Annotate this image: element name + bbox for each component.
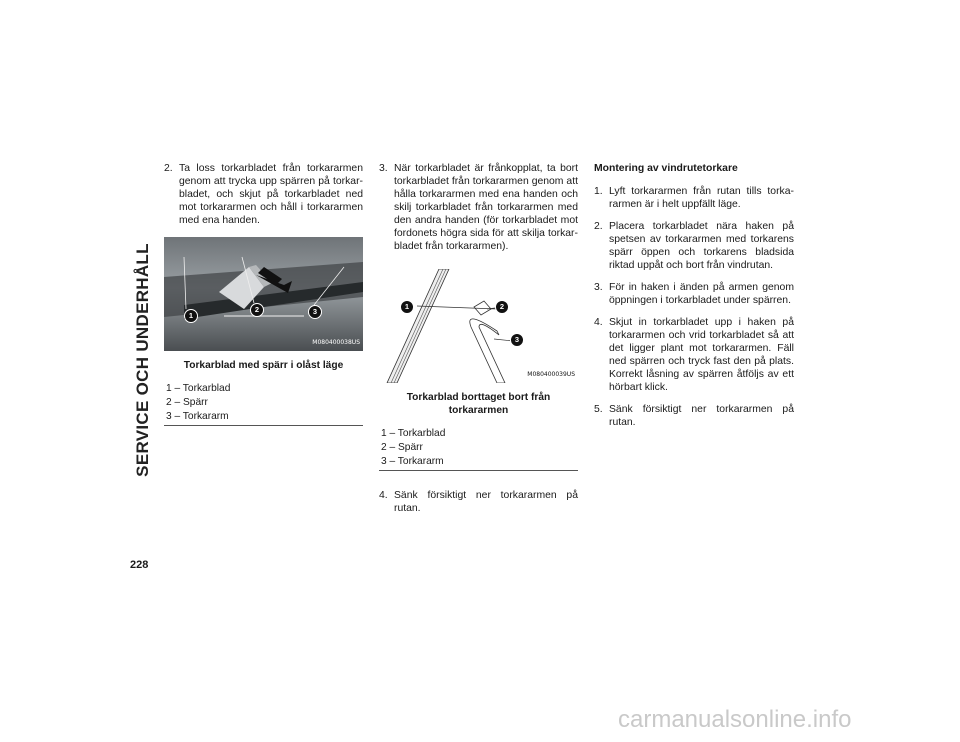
figure-wiper-removed — [379, 269, 578, 383]
step-text: Ta loss torkarbladet från torkararmen genom att trycka upp spärren på torkarbladet, och skjut på torkarbladet ned mot torkararmen och håll i torkararmen med ena handen. — [179, 163, 363, 226]
section-heading: Montering av vindrutetorkare — [594, 163, 738, 174]
step-text: Skjut in torkarbladet upp i haken på torkararmen och vrid torkarbladet så att det ligger plant mot torkararmen. Fäll ned spärren och tryck fast den på plats. Korrekt låsning av spärren åtföljs av ett hörbart klick. — [609, 317, 794, 393]
column-2 — [379, 162, 578, 524]
legend-item: 3 – Torkararm — [379, 455, 578, 471]
figure-caption: Torkarblad med spärr i olåst läge — [183, 360, 344, 371]
legend-item: 1 – Torkarblad — [381, 428, 446, 439]
step-number: 1. — [594, 186, 603, 197]
figure-caption: Torkarblad borttaget bort från torkararmen — [406, 392, 551, 416]
install-step-3 — [594, 281, 794, 307]
callout-2: 2 — [495, 300, 509, 314]
step-number: 3. — [379, 163, 388, 174]
callout-3: 3 — [510, 333, 524, 347]
step-number: 3. — [594, 282, 603, 293]
wiper-removed-illustration — [379, 269, 578, 383]
install-step-5 — [594, 403, 794, 429]
step-text: När torkarbladet är frånkopplat, ta bort torkarbladet från torkararmen genom att hålla torkararmen med ena handen och skilj torkarbladet från torkararmen med den andra handen (för torkarbladet mot fordonets högra sida för att skilja torkarbladet från torkararmen). — [394, 163, 578, 252]
legend-item: 1 – Torkarblad — [166, 383, 231, 394]
step-number: 2. — [164, 163, 173, 174]
step-number: 2. — [594, 221, 603, 232]
step-number: 4. — [594, 317, 603, 328]
section-side-tab — [130, 160, 156, 560]
column-3 — [594, 162, 794, 438]
install-step-2 — [594, 220, 794, 272]
figure-code: M080400038US — [312, 339, 360, 346]
callout-2: 2 — [250, 303, 264, 317]
column-1 — [164, 162, 363, 426]
callout-1: 1 — [400, 300, 414, 314]
watermark: carmanualsonline.info — [618, 706, 852, 733]
figure-wiper-latch-unlocked — [164, 237, 363, 351]
wiper-latch-photo — [164, 237, 363, 351]
step-4 — [379, 489, 578, 515]
legend-item: 2 – Spärr — [166, 397, 208, 408]
callout-1: 1 — [184, 309, 198, 323]
callout-3: 3 — [308, 305, 322, 319]
legend-item: 3 – Torkararm — [164, 410, 363, 426]
figure-code: M080400039US — [527, 371, 575, 378]
page-number: 228 — [130, 559, 149, 571]
section-title: SERVICE OCH UNDERHÅLL — [133, 243, 152, 477]
step-number: 5. — [594, 404, 603, 415]
legend-item: 2 – Spärr — [381, 442, 423, 453]
step-text: Sänk försiktigt ner torkararmen på rutan. — [394, 490, 578, 514]
step-3 — [379, 162, 578, 253]
figure-legend — [164, 382, 363, 426]
step-2 — [164, 162, 363, 227]
install-step-4 — [594, 316, 794, 394]
step-text: Sänk försiktigt ner torkararmen på rutan. — [609, 404, 794, 428]
step-text: För in haken i änden på armen genom öppningen i torkarbladet under spärren. — [609, 282, 794, 306]
figure-legend — [379, 427, 578, 471]
step-text: Lyft torkararmen från rutan tills torkararmen är i helt uppfällt läge. — [609, 186, 794, 210]
step-number: 4. — [379, 490, 388, 501]
install-step-1 — [594, 185, 794, 211]
step-text: Placera torkarbladet nära haken på spetsen av torkararmen med torkarens spärr öppen och torkarens bladsida riktad uppåt och bort från vindrutan. — [609, 221, 794, 271]
